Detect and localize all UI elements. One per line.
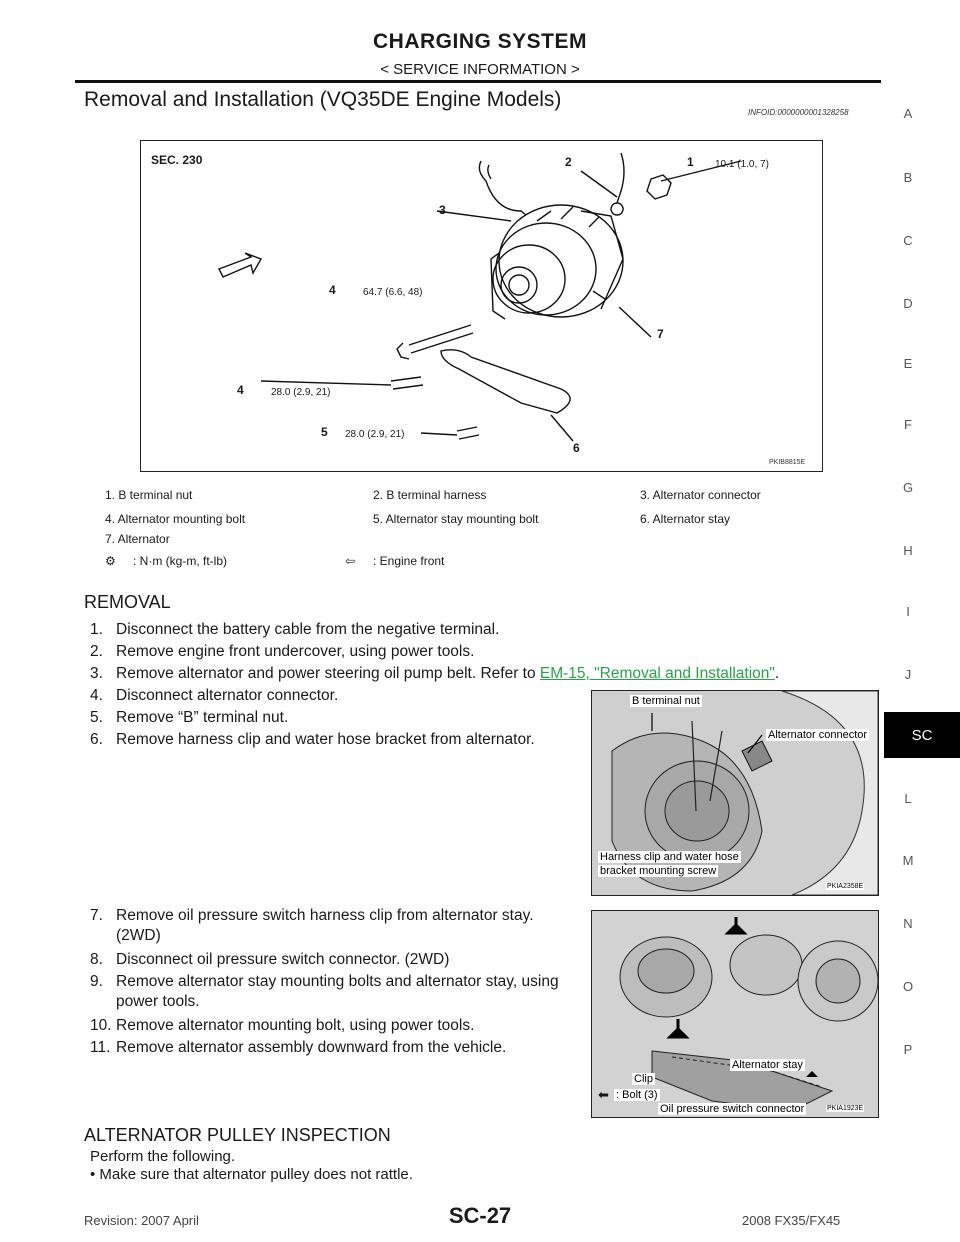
legend-item: 3. Alternator connector <box>640 488 761 502</box>
alternator-stay-photo <box>592 911 878 1117</box>
torque-wrench-icon: ⚙ <box>105 554 116 568</box>
figure-section-label: SEC. 230 <box>151 153 203 167</box>
removal-step: 8. Disconnect oil pressure switch connector. (2WD) <box>90 951 450 968</box>
callout-6: 6 <box>573 441 580 455</box>
engine-front-arrow-icon: ⇦ <box>345 554 356 568</box>
callout-7: 7 <box>657 327 664 341</box>
side-index-f[interactable]: F <box>904 417 912 432</box>
legend-item: 7. Alternator <box>105 532 170 546</box>
photo-label: Oil pressure switch connector <box>660 1103 805 1115</box>
callout-1: 1 <box>687 155 694 169</box>
legend-front: : Engine front <box>373 554 445 568</box>
exploded-view-figure <box>140 140 823 472</box>
callout-1-torque: 10.1 (1.0, 7) <box>715 159 769 170</box>
page-number: SC-27 <box>448 1203 512 1228</box>
side-index-a[interactable]: A <box>903 106 913 121</box>
side-index-h[interactable]: H <box>903 543 913 558</box>
info-id: INFOID:0000000001328258 <box>748 108 849 117</box>
header-rule <box>75 80 881 83</box>
removal-step: 3. Remove alternator and power steering oil pump belt. Refer to EM-15, "Removal and Installation". <box>90 665 780 682</box>
legend-item: 4. Alternator mounting bolt <box>105 512 246 526</box>
side-index-o[interactable]: O <box>902 979 914 994</box>
callout-4a: 4 <box>329 283 336 297</box>
section-title: Removal and Installation (VQ35DE Engine Models) <box>84 88 562 111</box>
callout-4a-torque: 64.7 (6.6, 48) <box>363 287 423 298</box>
page-header-subtitle: < SERVICE INFORMATION > <box>380 61 580 78</box>
revision-date: Revision: 2007 April <box>84 1213 199 1228</box>
side-index-g[interactable]: G <box>902 480 914 495</box>
removal-step: 1. Disconnect the battery cable from the negative terminal. <box>90 621 500 638</box>
legend-item: 6. Alternator stay <box>640 512 731 526</box>
figure-code: PKIB8815E <box>769 459 806 466</box>
removal-step: 4. Disconnect alternator connector. <box>90 687 339 704</box>
removal-heading: REMOVAL <box>84 592 171 612</box>
side-index-sc-active[interactable]: SC <box>884 712 960 758</box>
callout-3: 3 <box>439 203 446 217</box>
side-index-p[interactable]: P <box>903 1042 913 1057</box>
photo-label: Clip <box>634 1073 653 1085</box>
removal-step: 9. Remove alternator stay mounting bolts and alternator stay, using <box>90 973 559 990</box>
side-index-c[interactable]: C <box>903 233 913 248</box>
side-index-j[interactable]: J <box>904 667 912 682</box>
callout-4b: 4 <box>237 383 244 397</box>
photo-label: Alternator stay <box>732 1059 803 1071</box>
side-index-l[interactable]: L <box>904 791 912 806</box>
callout-5: 5 <box>321 425 328 439</box>
side-index-i[interactable]: I <box>906 604 910 619</box>
legend-torque: : N·m (kg-m, ft-lb) <box>133 554 227 568</box>
removal-step: 5. Remove “B” terminal nut. <box>90 709 289 726</box>
removal-step: 10. Remove alternator mounting bolt, using power tools. <box>90 1017 475 1034</box>
side-index-m[interactable]: M <box>902 853 914 868</box>
model-name: 2008 FX35/FX45 <box>742 1213 841 1228</box>
side-index-b[interactable]: B <box>903 170 913 185</box>
removal-step: 7. Remove oil pressure switch harness clip from alternator stay. <box>90 907 534 924</box>
callout-2: 2 <box>565 155 572 169</box>
callout-4b-torque: 28.0 (2.9, 21) <box>271 387 331 398</box>
pulley-heading: ALTERNATOR PULLEY INSPECTION <box>84 1125 391 1145</box>
pulley-intro: Perform the following. <box>90 1148 236 1165</box>
removal-step: 2. Remove engine front undercover, using power tools. <box>90 643 475 660</box>
legend-item: 2. B terminal harness <box>373 488 487 502</box>
pulley-bullet: • Make sure that alternator pulley does not rattle. <box>90 1166 413 1183</box>
photo-label: : Bolt (3) <box>616 1089 658 1101</box>
callout-5-torque: 28.0 (2.9, 21) <box>345 429 405 440</box>
removal-step-continued: (2WD) <box>116 927 161 944</box>
legend-item: 1. B terminal nut <box>105 488 193 502</box>
photo-code: PKIA1923E <box>827 1105 864 1112</box>
side-index-d[interactable]: D <box>903 296 913 311</box>
photo-label: B terminal nut <box>632 695 700 707</box>
legend-item: 5. Alternator stay mounting bolt <box>373 512 539 526</box>
photo-label: Alternator connector <box>768 729 868 741</box>
photo-label: bracket mounting screw <box>600 865 717 877</box>
removal-step: 6. Remove harness clip and water hose bracket from alternator. <box>90 731 535 748</box>
photo-alternator-connector <box>591 690 879 896</box>
removal-step-continued: power tools. <box>116 993 200 1010</box>
bolt-arrow-icon: ⬅ <box>598 1087 609 1102</box>
side-index-n[interactable]: N <box>903 916 913 931</box>
side-index-e[interactable]: E <box>903 356 913 371</box>
alternator-exploded-drawing <box>141 141 822 471</box>
em-15-link[interactable]: EM-15, "Removal and Installation" <box>539 665 775 682</box>
photo-code: PKIA2358E <box>827 883 864 890</box>
page-header-title: CHARGING SYSTEM <box>372 30 587 53</box>
removal-step: 11. Remove alternator assembly downward from the vehicle. <box>90 1039 507 1056</box>
photo-alternator-stay <box>591 910 879 1118</box>
photo-label: Harness clip and water hose <box>600 851 739 863</box>
